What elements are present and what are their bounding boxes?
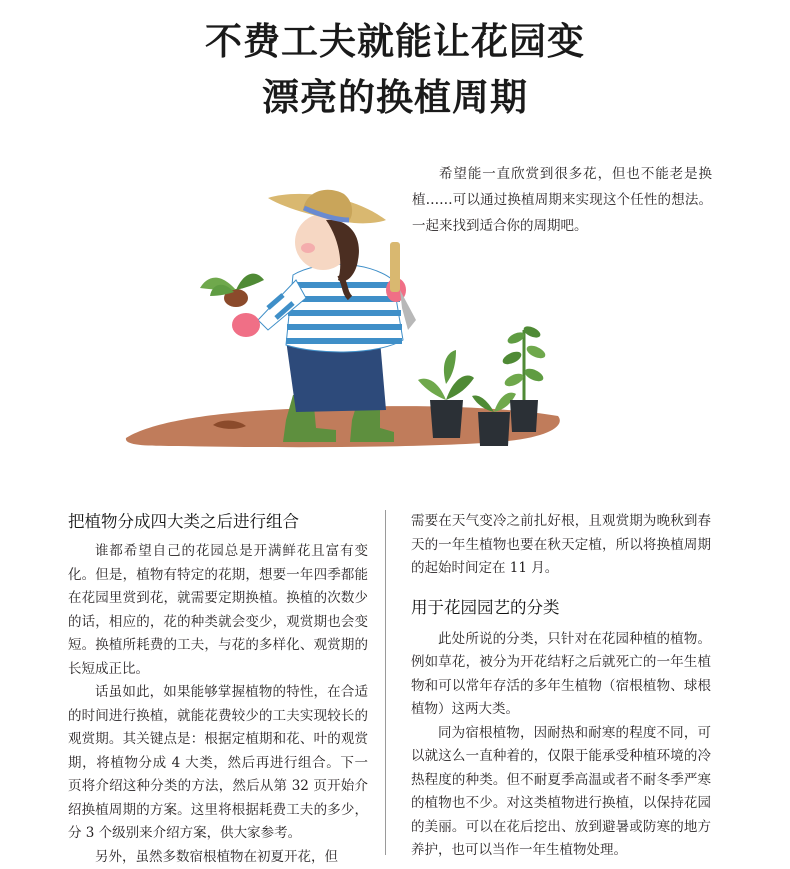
left-column (68, 510, 368, 869)
trowel-icon (390, 242, 400, 292)
right-column (411, 510, 711, 863)
paragraph-continued: 需要在天气变冷之前扎好根，且观赏期为晚秋到春天的一年生植物也要在秋天定植，所以将换植周期的起始时间定在 11 月。 (411, 510, 711, 581)
section-heading-classification: 用于花园园艺的分类 (411, 596, 711, 620)
paragraph: 另外，虽然多数宿根植物在初夏开花，但 (68, 846, 368, 869)
gardener-illustration (118, 180, 568, 455)
paragraph: 话虽如此，如果能够掌握植物的特性，在合适的时间进行换植，就能花费较少的工夫实现较长的观赏期。其关键点是：根据定植期和花、叶的观赏期，将植物分成 4 大类，然后再进行组合。下一页将介绍这种分类的方法，然后从第 32 页开始介绍换植周期的方案。这里将根据耗费工夫的多少，分 3 个级别来介绍方案，供大家参考。 (68, 681, 368, 846)
section-heading-groups: 把植物分成四大类之后进行组合 (68, 510, 368, 534)
page-title (0, 14, 790, 126)
paragraph: 同为宿根植物，因耐热和耐寒的程度不同，可以就这么一直种着的，仅限于能承受种植环境的冷热程度的种类。但不耐夏季高温或者不耐冬季严寒的植物也不少。对这类植物进行换植，以保持花园的美丽。可以在花后挖出、放到避暑或防寒的地方养护，也可以当作一年生植物处理。 (411, 722, 711, 863)
paragraph: 此处所说的分类，只针对在花园种植的植物。例如草花，被分为开花结籽之后就死亡的一年生植物和可以常年存活的多年生植物（宿根植物、球根植物）这两大类。 (411, 628, 711, 722)
title-line-2: 漂亮的换植周期 (0, 70, 790, 126)
striped-shirt (258, 264, 403, 352)
title-line-1: 不费工夫就能让花园变 (0, 14, 790, 70)
paragraph: 谁都希望自己的花园总是开满鲜花且富有变化。但是，植物有特定的花期，想要一年四季都能在花园里赏到花，就需要定期换植。换植的次数少的话，相应的，花的种类就会变少，观赏期也会变短。换植所耗费的工夫，与花的多样化、观赏期的长短成正比。 (68, 540, 368, 681)
seedling-icon (200, 274, 264, 307)
left-glove (232, 313, 260, 337)
column-divider (385, 510, 386, 855)
intro-paragraph: 希望能一直欣赏到很多花，但也不能老是换植……可以通过换植周期来实现这个任性的想法。一起来找到适合你的周期吧。 (412, 161, 712, 239)
straw-hat (268, 190, 386, 224)
